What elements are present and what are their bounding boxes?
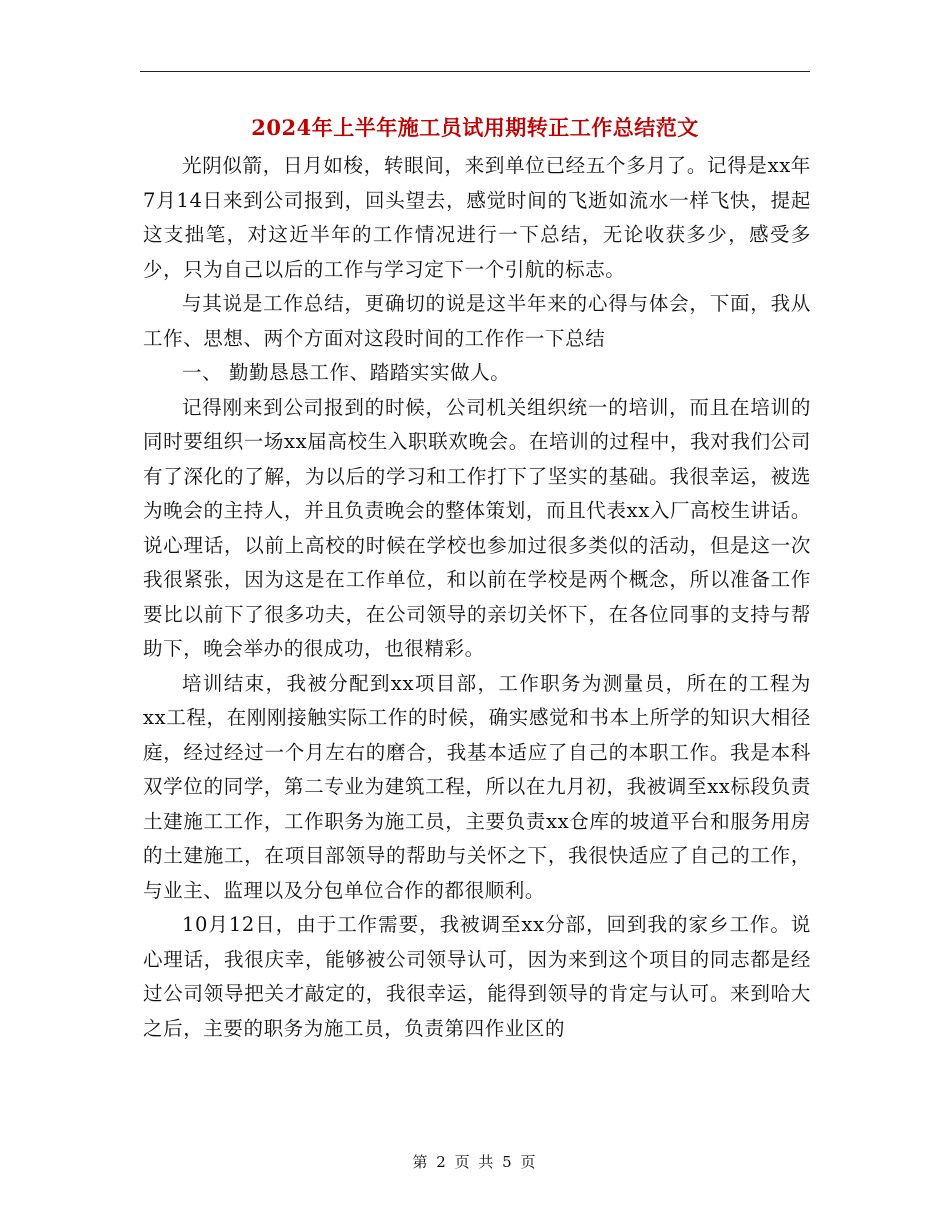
- paragraph: 记得刚来到公司报到的时候，公司机关组织统一的培训，而且在培训的同时要组织一场xx届高校生入职联欢晚会。在培训的过程中，我对我们公司有了深化的了解，为以后的学习和工作打下了坚实的基础。我很幸运，被选为晚会的主持人，并且负责晚会的整体策划，而且代表xx入厂高校生讲话。说心理话，以前上高校的时候在学校也参加过很多类似的活动，但是这一次我很紧张，因为这是在工作单位，和以前在学校是两个概念，所以准备工作要比以前下了很多功夫，在公司领导的亲切关怀下，在各位同事的支持与帮助下，晚会举办的很成功，也很精彩。: [143, 395, 811, 660]
- document-title: 2024年上半年施工员试用期转正工作总结范文: [251, 115, 699, 140]
- paragraph: 与其说是工作总结，更确切的说是这半年来的心得与体会，下面，我从工作、思想、两个方面对这段时间的工作作一下总结: [143, 292, 811, 350]
- paragraph: 培训结束，我被分配到xx项目部，工作职务为测量员，所在的工程为xx工程，在刚刚接触实际工作的时候，确实感觉和书本上所学的知识大相径庭，经过经过一个月左右的磨合，我基本适应了自己的本职工作。我是本科双学位的同学，第二专业为建筑工程，所以在九月初，我被调至xx标段负责土建施工工作，工作职务为施工员，主要负责xx仓库的坡道平台和服务用房的土建施工，在项目部领导的帮助与关怀之下，我很快适应了自己的工作，与业主、监理以及分包单位合作的都很顺利。: [143, 671, 811, 902]
- document-body: [143, 149, 811, 1046]
- paragraph: 光阴似箭，日月如梭，转眼间，来到单位已经五个多月了。记得是xx年7月14日来到公司报到，回头望去，感觉时间的飞逝如流水一样飞快，提起这支拙笔，对这近半年的工作情况进行一下总结，无论收获多少，感受多少，只为自己以后的工作与学习定下一个引航的标志。: [143, 154, 811, 281]
- section-heading: 一、 勤勤恳恳工作、踏踏实实做人。: [182, 361, 511, 384]
- paragraph: 10月12日，由于工作需要，我被调至xx分部，回到我的家乡工作。说心理话，我很庆幸，能够被公司领导认可，因为来到这个项目的同志都是经过公司领导把关才敲定的，我很幸运，能得到领导的肯定与认可。来到哈大之后，主要的职务为施工员，负责第四作业区的: [143, 913, 811, 1040]
- header-rule: [140, 71, 810, 72]
- page-number-footer: 第 2 页 共 5 页: [412, 1153, 538, 1171]
